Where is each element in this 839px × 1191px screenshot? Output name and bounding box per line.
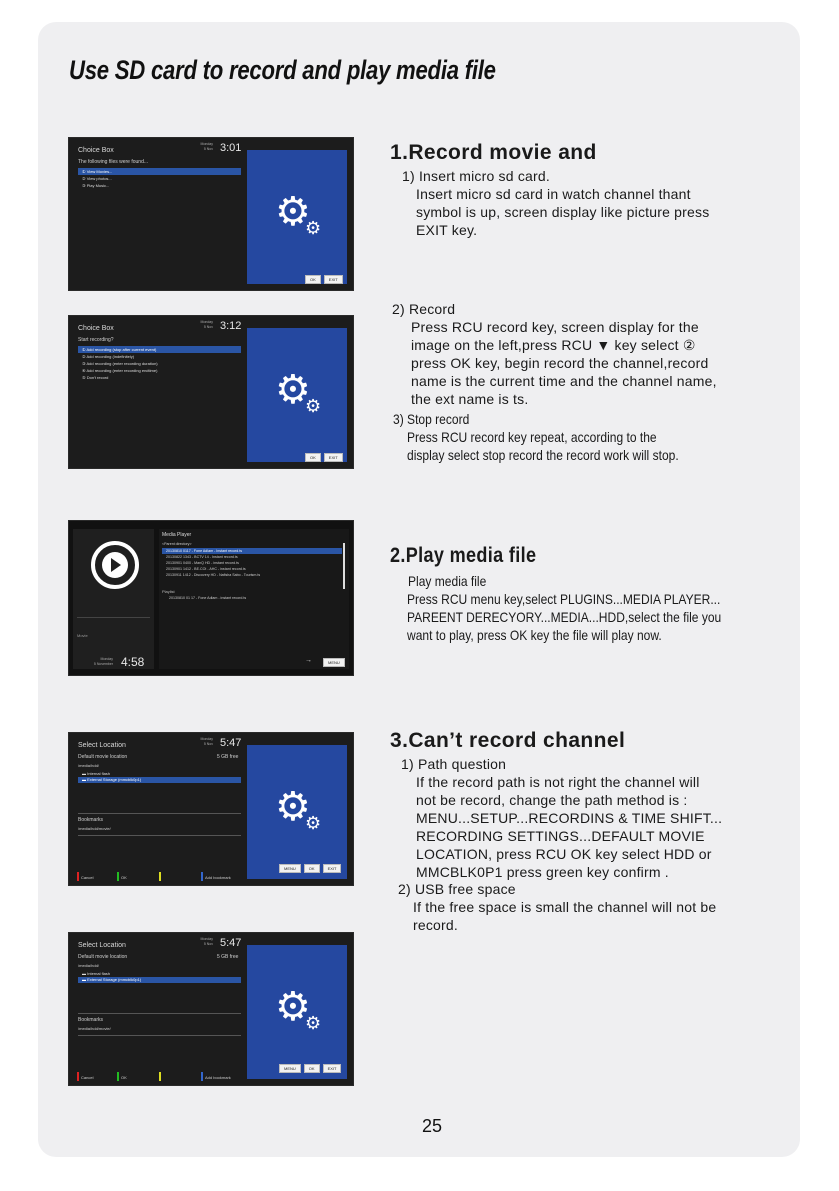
bookmarks-label: Bookmarks <box>78 1017 104 1023</box>
gear-small-icon: ⚙ <box>305 396 322 416</box>
add-bookmark-label[interactable]: Add bookmark <box>205 875 231 880</box>
file-item[interactable]: 20130810 0117 - Fone Adlam - Instant record.ts <box>162 548 342 554</box>
bookmarks-label: Bookmarks <box>78 817 104 823</box>
playlist-label: Playlist <box>162 589 175 594</box>
gear-small-icon: ⚙ <box>305 1013 322 1033</box>
section1-step2-title: 2) Record <box>392 301 456 317</box>
exit-button[interactable]: EXIT <box>323 864 342 873</box>
default-location-label: Default movie location <box>78 954 128 960</box>
button-row <box>279 864 341 873</box>
section2-heading: 2.Play media file <box>390 544 537 567</box>
section1-step3-body: Press RCU record key repeat, according to the display select stop record the record work will stop. <box>407 429 679 463</box>
green-key-marker <box>117 872 119 881</box>
divider <box>78 835 241 836</box>
file-list <box>162 548 342 578</box>
ok-label[interactable]: OK <box>121 875 127 880</box>
parent-directory-item[interactable]: <Parent directory> <box>162 542 192 546</box>
gear-icon: ⚙ <box>275 785 311 829</box>
red-key-marker <box>77 872 79 881</box>
screen-clock: 4:58 <box>121 655 145 669</box>
arrow-icon: → <box>305 657 312 664</box>
screen-select-location-2 <box>68 932 354 1086</box>
add-bookmark-label[interactable]: Add bookmark <box>205 1075 231 1080</box>
section1-heading: 1.Record movie and <box>390 141 597 164</box>
location-external-storage[interactable]: ▬ External Storage (mmcblk0p1) <box>78 977 241 983</box>
screen-date: Monday 5 Nov <box>200 937 213 946</box>
section2-line-1: Play media file <box>408 573 487 589</box>
divider <box>78 813 241 814</box>
screen-clock: 5:47 <box>220 937 242 949</box>
ok-button[interactable]: OK <box>305 275 321 284</box>
section3-step1-body: If the record path is not right the channel will not be record, change the path method is : MENU...SETUP...RECORDINS & TIME SHIFT... RECORDING SETTINGS...DEFAULT MOVIE LOCATION, press RCU OK key select HDD or MMCBLK0P1 press green key confirm . <box>416 774 723 880</box>
screen-clock: 3:12 <box>220 320 242 332</box>
button-row <box>305 453 343 462</box>
option-view-photos[interactable]: ② View photos... <box>82 176 112 181</box>
section1-step2-body: Press RCU record key, screen display for the image on the left,press RCU ▼ key select ② press OK key, begin record the channel,record name is the current time and the channel name, the ext name is ts. <box>411 319 717 407</box>
section3-step1-title: 1) Path question <box>401 756 507 772</box>
section2-body: Press RCU menu key,select PLUGINS...MEDIA PLAYER... PAREENT DERECYORY...MEDIA...HDD,select the file you want to play, press OK key the file will play now. <box>407 591 722 643</box>
free-space: 5 GB free <box>217 954 239 960</box>
exit-button[interactable]: EXIT <box>323 1064 342 1073</box>
option-dont-record[interactable]: ⑤ Don't record <box>82 375 109 380</box>
screen-date: Monday 5 November <box>93 657 113 666</box>
screen-subheader: Start recording? <box>78 337 114 343</box>
scrollbar[interactable] <box>343 543 345 589</box>
green-key-marker <box>117 1072 119 1081</box>
screen-header: Select Location <box>78 942 126 949</box>
divider <box>78 1035 241 1036</box>
option-list <box>78 168 241 189</box>
section1-step3-title: 3) Stop record <box>393 411 470 427</box>
gear-icon: ⚙ <box>275 985 311 1029</box>
file-item[interactable]: 20130822 1343 - BCTV 14 - Instant record.ts <box>166 555 238 559</box>
location-list <box>78 971 241 983</box>
current-path: /media/hdd/ <box>78 963 99 968</box>
bookmark-path[interactable]: /media/hdd/movie/ <box>78 1026 111 1031</box>
ok-button[interactable]: OK <box>305 453 321 462</box>
screen-header: Choice Box <box>78 325 114 332</box>
yellow-key-marker <box>159 1072 161 1081</box>
exit-button[interactable]: EXIT <box>324 453 343 462</box>
file-item[interactable]: 20130901 0400 - ManQ HD - instant record.ts <box>166 561 239 565</box>
yellow-key-marker <box>159 872 161 881</box>
red-key-marker <box>77 1072 79 1081</box>
screen-date: Monday 5 Nov <box>200 320 213 329</box>
blue-key-marker <box>201 1072 203 1081</box>
cancel-label[interactable]: Cancel <box>81 875 94 880</box>
playlist-item[interactable]: 20130810 01 17 - Fone Adlam - instant record.ts <box>169 596 247 600</box>
screen-choice-box-1 <box>68 137 354 291</box>
info-panel <box>247 328 347 462</box>
screen-clock: 5:47 <box>220 737 242 749</box>
gear-small-icon: ⚙ <box>305 813 322 833</box>
menu-button[interactable]: MENU <box>279 1064 301 1073</box>
play-circle-icon <box>91 541 139 589</box>
location-external-storage[interactable]: ▬ External Storage (mmcblk0p1) <box>78 777 241 783</box>
section3-step2-title: 2) USB free space <box>398 881 516 897</box>
blue-key-marker <box>201 872 203 881</box>
screen-header: Select Location <box>78 742 126 749</box>
option-list <box>78 346 241 381</box>
section3-heading: 3.Can’t record channel <box>390 729 626 752</box>
gear-icon: ⚙ <box>275 190 311 234</box>
screen-subheader: The following files were found... <box>78 159 149 165</box>
section3-step2-body: If the free space is small the channel will not be record. <box>413 899 717 933</box>
file-item[interactable]: 20130911 1412 - Discovery HD - Nafisha Sabo - Tourism.ts <box>166 573 261 577</box>
button-row <box>279 1064 341 1073</box>
file-item[interactable]: 20130901 1412 - BE.COI - AHC - instant record.ts <box>166 567 246 571</box>
divider <box>77 617 150 618</box>
ok-label[interactable]: OK <box>121 1075 127 1080</box>
cancel-label[interactable]: Cancel <box>81 1075 94 1080</box>
default-location-label: Default movie location <box>78 754 128 760</box>
screen-select-location-1 <box>68 732 354 886</box>
current-path: /media/hdd/ <box>78 763 99 768</box>
location-list <box>78 771 241 783</box>
option-add-recording-stop-after[interactable]: ① Add recording (stop after current event) <box>78 346 241 353</box>
ok-button[interactable]: OK <box>304 1064 320 1073</box>
section1-step1-body: Insert micro sd card in watch channel thant symbol is up, screen display like picture press EXIT key. <box>416 186 710 238</box>
option-add-recording-duration[interactable]: ③ Add recording (enter recording duration) <box>82 361 158 366</box>
exit-button[interactable]: EXIT <box>324 275 343 284</box>
option-add-recording-endtime[interactable]: ④ Add recording (enter recording endtime) <box>82 368 158 373</box>
screen-date: Monday 5 Nov <box>200 142 213 151</box>
section1-step1-title: 1) Insert micro sd card. <box>402 168 550 184</box>
location-internal-flash[interactable]: ▬ Internal flash <box>82 771 111 776</box>
info-panel <box>247 150 347 284</box>
screen-header: Choice Box <box>78 147 114 154</box>
menu-button[interactable]: MENU <box>279 864 301 873</box>
bookmark-path[interactable]: /media/hdd/movie/ <box>78 826 111 831</box>
screen-choice-box-2 <box>68 315 354 469</box>
option-add-recording-indefinitely[interactable]: ② Add recording (indefinitely) <box>82 354 135 359</box>
menu-button[interactable]: MENU <box>323 658 345 667</box>
page-number: 25 <box>422 1116 443 1136</box>
gear-icon: ⚙ <box>275 368 311 412</box>
button-row <box>305 275 343 284</box>
gear-small-icon: ⚙ <box>305 218 322 238</box>
option-play-music[interactable]: ③ Play Music... <box>82 183 110 188</box>
info-panel <box>247 745 347 879</box>
page-title: Use SD card to record and play media file <box>69 55 496 85</box>
ok-button[interactable]: OK <box>304 864 320 873</box>
media-player-header: Media Player <box>162 532 192 538</box>
media-list-pane <box>159 529 349 669</box>
divider <box>78 1013 241 1014</box>
screen-media-player <box>68 520 354 676</box>
info-panel <box>247 945 347 1079</box>
option-view-movies[interactable]: ① View Movies... <box>78 168 241 175</box>
movie-label: Movie <box>77 633 88 638</box>
location-internal-flash[interactable]: ▬ Internal flash <box>82 971 111 976</box>
media-sidebar <box>73 529 154 669</box>
screen-clock: 3:01 <box>220 142 242 154</box>
free-space: 5 GB free <box>217 754 239 760</box>
screen-date: Monday 5 Nov <box>200 737 213 746</box>
